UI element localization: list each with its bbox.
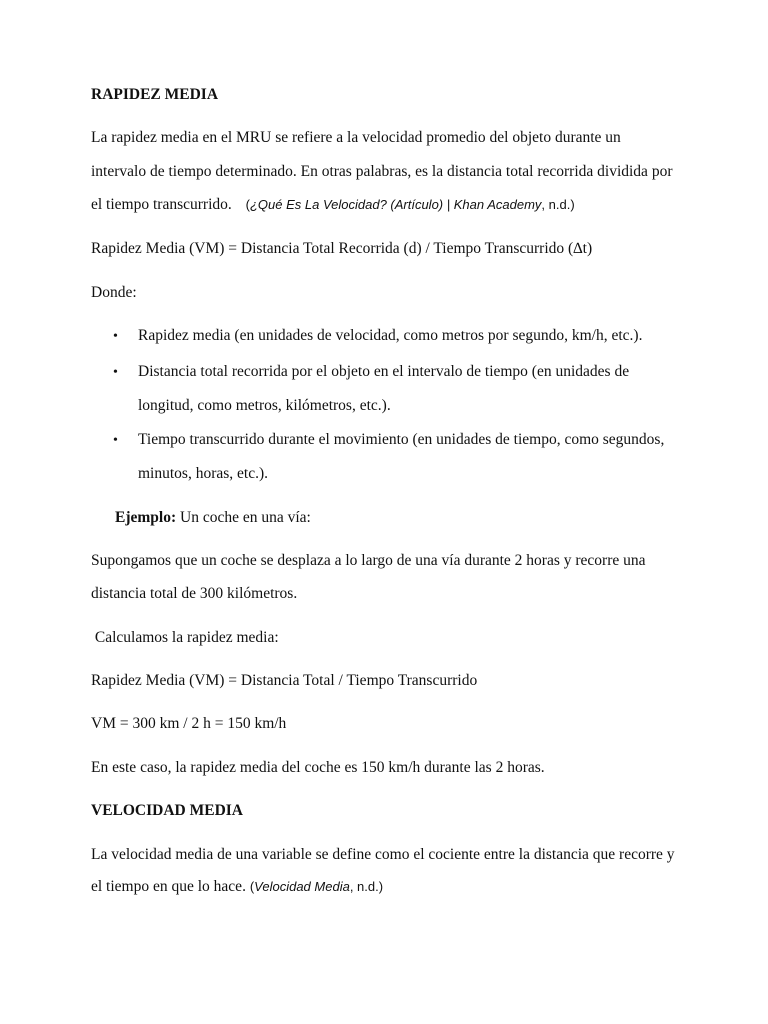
formula-rapidez-simple: Rapidez Media (VM) = Distancia Total / Tiempo Transcurrido	[91, 672, 478, 689]
citation-title: ¿Qué Es La Velocidad? (Artículo) | Khan Academy	[249, 197, 542, 212]
intro-line-3	[91, 195, 575, 215]
example-label: Ejemplo:	[115, 509, 177, 526]
bullet-item-tiempo-line-1: Tiempo transcurrido durante el movimiento (en unidades de tiempo, como segundos,	[138, 431, 665, 448]
velocidad-line-2-text: el tiempo en que lo hace.	[91, 878, 246, 895]
formula-calculation: VM = 300 km / 2 h = 150 km/h	[91, 715, 287, 732]
citation-velocidad-media: (Velocidad Media, n.d.)	[249, 879, 384, 894]
citation-khan-academy: (¿Qué Es La Velocidad? (Artículo) | Khan Academy, n.d.)	[245, 197, 575, 212]
velocidad-line-1: La velocidad media de una variable se define como el cociente entre la distancia que recorre y	[91, 846, 675, 863]
intro-line-3-text: el tiempo transcurrido.	[91, 196, 232, 213]
intro-line-1: La rapidez media en el MRU se refiere a la velocidad promedio del objeto durante un	[91, 129, 621, 146]
velocidad-line-2	[91, 877, 383, 897]
bullet-dot: •	[113, 329, 118, 344]
formula-rapidez-media: Rapidez Media (VM) = Distancia Total Recorrida (d) / Tiempo Transcurrido (∆t)	[91, 240, 593, 257]
bullet-item-tiempo-line-2: minutos, horas, etc.).	[138, 465, 269, 482]
bullet-item-distancia-line-2: longitud, como metros, kilómetros, etc.).	[138, 397, 391, 414]
example-text: Un coche en una vía:	[176, 509, 311, 526]
heading-rapidez-media: RAPIDEZ MEDIA	[91, 86, 219, 103]
calc-line: Calculamos la rapidez media:	[91, 629, 279, 646]
heading-velocidad-media: VELOCIDAD MEDIA	[91, 802, 243, 819]
bullet-dot: •	[113, 433, 118, 448]
conclusion-line: En este caso, la rapidez media del coche es 150 km/h durante las 2 horas.	[91, 759, 545, 776]
example-line	[115, 508, 311, 528]
bullet-dot: •	[113, 365, 118, 380]
suppose-line-2: distancia total de 300 kilómetros.	[91, 585, 298, 602]
intro-line-2: intervalo de tiempo determinado. En otras palabras, es la distancia total recorrida dividida por	[91, 163, 673, 180]
bullet-item-rapidez: Rapidez media (en unidades de velocidad, como metros por segundo, km/h, etc.).	[138, 327, 643, 344]
suppose-line-1: Supongamos que un coche se desplaza a lo largo de una vía durante 2 horas y recorre una	[91, 552, 646, 569]
bullet-item-distancia-line-1: Distancia total recorrida por el objeto en el intervalo de tiempo (en unidades de	[138, 363, 630, 380]
donde-label: Donde:	[91, 284, 137, 301]
citation-title: Velocidad Media	[254, 879, 350, 894]
